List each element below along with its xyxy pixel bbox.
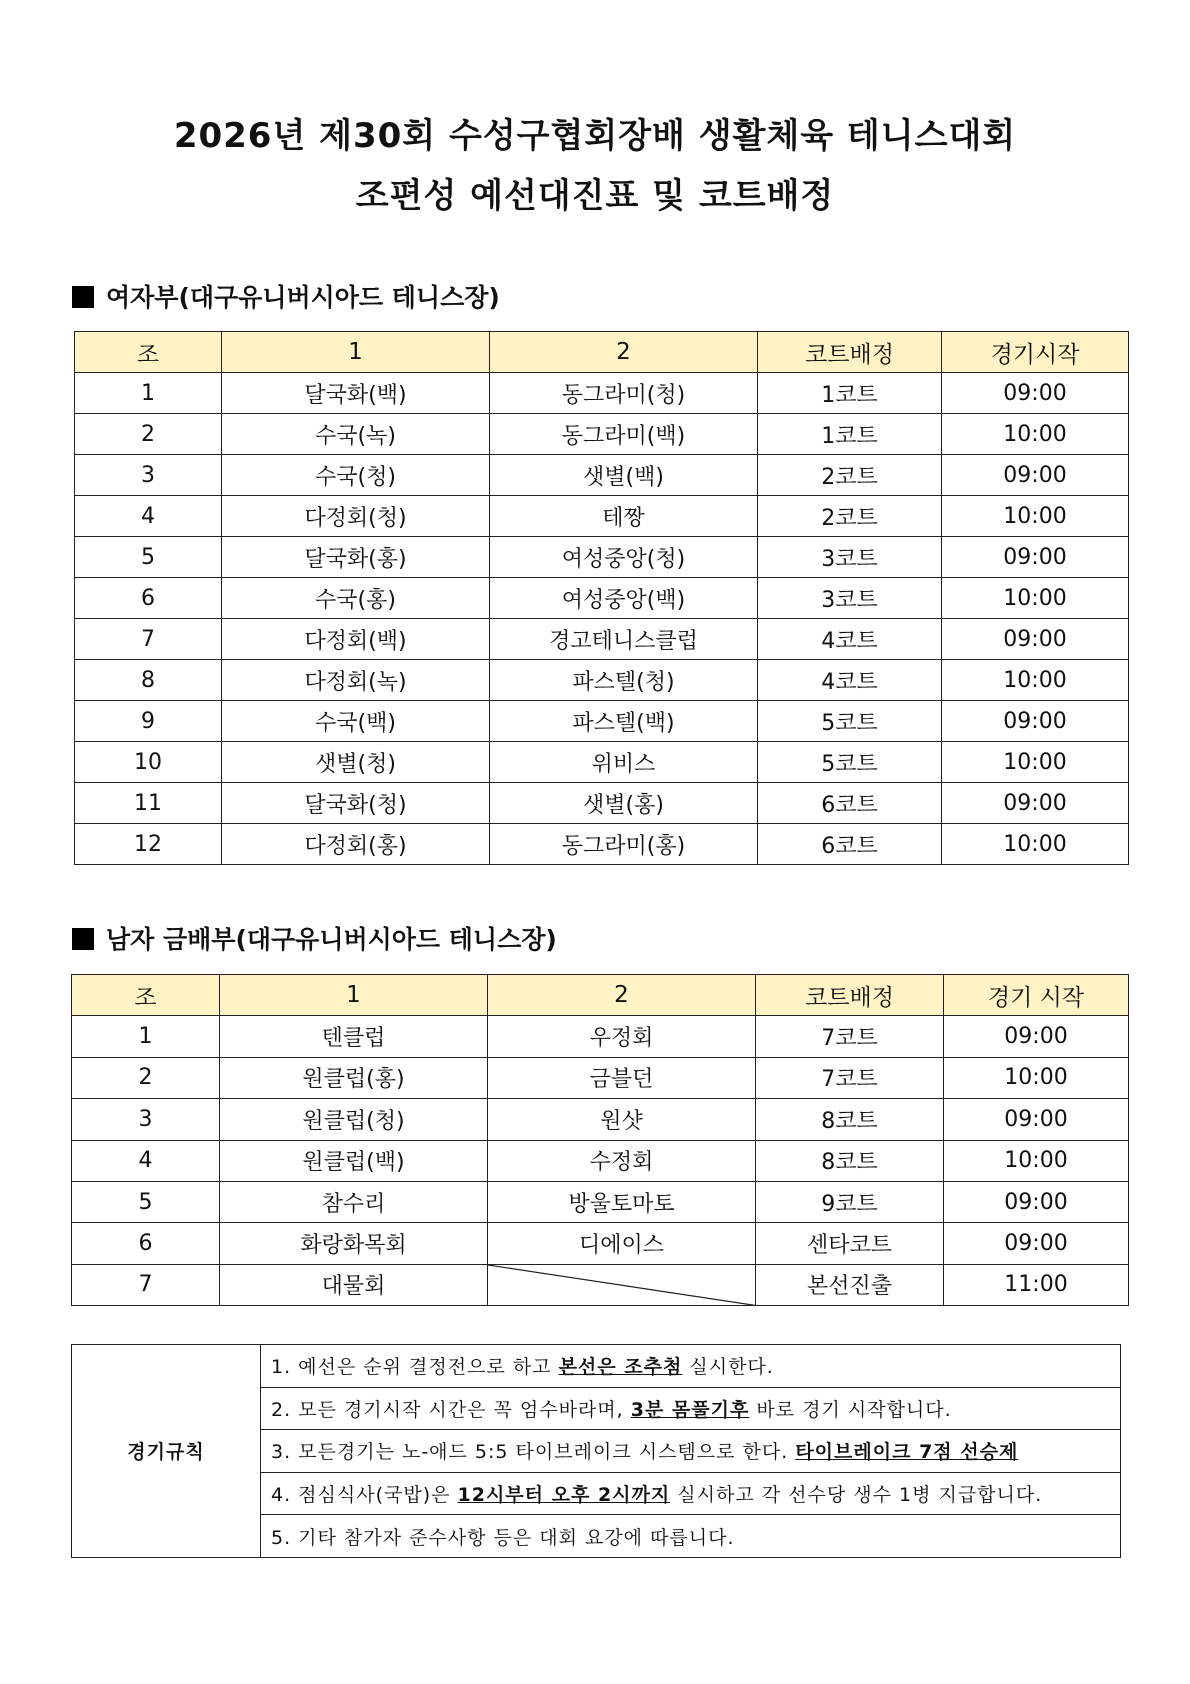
table-row: [72, 1223, 1129, 1264]
rule-text-plain: 4. 점심식사(국밥)은: [271, 1484, 458, 1507]
rule-text-emphasis: 본선은 조추첨: [558, 1356, 683, 1379]
cell-court: 7코트: [756, 1057, 944, 1098]
cell-start-time: 10:00: [942, 660, 1129, 701]
cell-team2: 동그라미(청): [490, 373, 758, 414]
cell-team1: 달국화(백): [222, 373, 490, 414]
cell-group: 12: [75, 824, 222, 865]
cell-court: 본선진출: [756, 1264, 944, 1305]
cell-court: 7코트: [756, 1016, 944, 1057]
cell-court: 5코트: [758, 701, 942, 742]
rule-text-plain: 3. 모든경기는 노-애드 5:5 타이브레이크 시스템으로 한다.: [271, 1441, 796, 1464]
men-section-heading: [72, 920, 557, 956]
cell-start-time: 09:00: [942, 701, 1129, 742]
cell-start-time: 11:00: [944, 1264, 1129, 1305]
cell-team2: 샛별(백): [490, 455, 758, 496]
table-row: [75, 578, 1129, 619]
rule-text-plain: 실시한다.: [682, 1356, 774, 1379]
rule-text-plain: 바로 경기 시작합니다.: [749, 1398, 952, 1421]
cell-court: 8코트: [756, 1140, 944, 1181]
cell-court: 1코트: [758, 373, 942, 414]
column-header-start-time: 경기 시작: [944, 975, 1129, 1016]
cell-court: 2코트: [758, 496, 942, 537]
table-row: [72, 1181, 1129, 1222]
cell-start-time: 09:00: [942, 455, 1129, 496]
cell-group: 6: [72, 1223, 220, 1264]
cell-court: 4코트: [758, 660, 942, 701]
cell-group: 8: [75, 660, 222, 701]
cell-start-time: 09:00: [944, 1099, 1129, 1140]
cell-start-time: 09:00: [942, 373, 1129, 414]
cell-start-time: 10:00: [944, 1057, 1129, 1098]
cell-team2: 파스텔(청): [490, 660, 758, 701]
table-row: [72, 1140, 1129, 1181]
column-header-court: 코트배정: [756, 975, 944, 1016]
cell-group: 7: [72, 1264, 220, 1305]
cell-group: 2: [75, 414, 222, 455]
cell-group: 4: [72, 1140, 220, 1181]
cell-court: 3코트: [758, 578, 942, 619]
cell-team1: 화랑화목회: [220, 1223, 488, 1264]
page-subtitle: 조편성 예선대진표 및 코트배정: [355, 176, 835, 216]
cell-group: 3: [75, 455, 222, 496]
rule-text: [261, 1472, 1121, 1515]
women-bracket-table: [74, 331, 1129, 865]
cell-team1: 샛별(청): [222, 742, 490, 783]
rule-text-plain: 실시하고 각 선수당 생수 1병 지급합니다.: [670, 1484, 1043, 1507]
men-bracket-table: [71, 974, 1129, 1306]
cell-team1: 달국화(청): [222, 783, 490, 824]
column-header-team2: 2: [488, 975, 756, 1016]
cell-team2: 파스텔(백): [490, 701, 758, 742]
cell-court: 6코트: [758, 824, 942, 865]
empty-slash-cell: [488, 1264, 756, 1305]
women-section-heading: [72, 278, 500, 314]
cell-team1: 참수리: [220, 1181, 488, 1222]
cell-start-time: 10:00: [942, 414, 1129, 455]
cell-team1: 다정회(홍): [222, 824, 490, 865]
match-rules-table: [71, 1344, 1121, 1558]
cell-team2: 경고테니스클럽: [490, 619, 758, 660]
cell-start-time: 09:00: [944, 1181, 1129, 1222]
cell-court: 2코트: [758, 455, 942, 496]
rules-label: 경기규칙: [72, 1345, 261, 1558]
column-header-team1: 1: [220, 975, 488, 1016]
cell-start-time: 09:00: [944, 1016, 1129, 1057]
cell-court: 센타코트: [756, 1223, 944, 1264]
cell-team1: 수국(백): [222, 701, 490, 742]
table-row: [75, 537, 1129, 578]
square-bullet-icon: [72, 286, 94, 308]
rule-row: [72, 1345, 1121, 1388]
cell-team2: 금블던: [488, 1057, 756, 1098]
rule-text: [261, 1515, 1121, 1558]
women-header-row: [75, 332, 1129, 373]
cell-group: 7: [75, 619, 222, 660]
table-row: [75, 373, 1129, 414]
table-row: [75, 455, 1129, 496]
cell-group: 1: [72, 1016, 220, 1057]
rule-text-emphasis: 3분 몸풀기후: [630, 1398, 750, 1421]
table-row: [75, 824, 1129, 865]
cell-team1: 다정회(청): [222, 496, 490, 537]
table-row: [75, 783, 1129, 824]
cell-team1: 대물회: [220, 1264, 488, 1305]
cell-team2: 우정회: [488, 1016, 756, 1057]
column-header-court: 코트배정: [758, 332, 942, 373]
table-row: [75, 619, 1129, 660]
cell-start-time: 09:00: [944, 1223, 1129, 1264]
rule-text: [261, 1345, 1121, 1388]
cell-team1: 달국화(홍): [222, 537, 490, 578]
rule-text-plain: 5. 기타 참가자 준수사항 등은 대회 요강에 따릅니다.: [271, 1526, 735, 1549]
cell-group: 10: [75, 742, 222, 783]
cell-group: 6: [75, 578, 222, 619]
cell-team2: 여성중앙(청): [490, 537, 758, 578]
table-row: [72, 1016, 1129, 1057]
cell-start-time: 09:00: [942, 537, 1129, 578]
cell-team2: 동그라미(백): [490, 414, 758, 455]
cell-team2: 방울토마토: [488, 1181, 756, 1222]
column-header-team1: 1: [222, 332, 490, 373]
page-title: 2026년 제30회 수성구협회장배 생활체육 테니스대회: [173, 116, 1017, 156]
table-row: [72, 1057, 1129, 1098]
cell-team2: 디에이스: [488, 1223, 756, 1264]
cell-team2: 샛별(홍): [490, 783, 758, 824]
column-header-start-time: 경기시작: [942, 332, 1129, 373]
cell-start-time: 09:00: [942, 783, 1129, 824]
rule-text-emphasis: 12시부터 오후 2시까지: [457, 1484, 671, 1507]
cell-court: 3코트: [758, 537, 942, 578]
table-row: [75, 660, 1129, 701]
cell-team1: 원클럽(홍): [220, 1057, 488, 1098]
table-row: [72, 1264, 1129, 1305]
men-header-row: [72, 975, 1129, 1016]
rule-text-plain: 2. 모든 경기시작 시간은 꼭 엄수바라며,: [271, 1398, 631, 1421]
cell-team2: 원샷: [488, 1099, 756, 1140]
cell-team2: 수정회: [488, 1140, 756, 1181]
cell-court: 8코트: [756, 1099, 944, 1140]
cell-team1: 텐클럽: [220, 1016, 488, 1057]
table-row: [75, 701, 1129, 742]
cell-group: 5: [75, 537, 222, 578]
rule-text-emphasis: 타이브레이크 7점 선승제: [795, 1441, 1019, 1464]
cell-group: 9: [75, 701, 222, 742]
women-heading-text: 여자부(대구유니버시아드 테니스장): [106, 283, 500, 312]
cell-start-time: 10:00: [942, 742, 1129, 783]
cell-group: 3: [72, 1099, 220, 1140]
cell-team2: 위비스: [490, 742, 758, 783]
cell-team1: 원클럽(청): [220, 1099, 488, 1140]
cell-court: 5코트: [758, 742, 942, 783]
cell-court: 9코트: [756, 1181, 944, 1222]
table-row: [75, 496, 1129, 537]
cell-team1: 원클럽(백): [220, 1140, 488, 1181]
cell-start-time: 10:00: [942, 496, 1129, 537]
cell-group: 1: [75, 373, 222, 414]
cell-group: 4: [75, 496, 222, 537]
cell-start-time: 10:00: [942, 578, 1129, 619]
cell-team1: 다정회(녹): [222, 660, 490, 701]
cell-start-time: 10:00: [942, 824, 1129, 865]
square-bullet-icon: [72, 928, 94, 950]
cell-court: 4코트: [758, 619, 942, 660]
table-row: [75, 742, 1129, 783]
cell-team1: 다정회(백): [222, 619, 490, 660]
cell-team1: 수국(청): [222, 455, 490, 496]
cell-start-time: 09:00: [942, 619, 1129, 660]
rule-text: [261, 1430, 1121, 1473]
column-header-group: 조: [75, 332, 222, 373]
cell-team2: 여성중앙(백): [490, 578, 758, 619]
cell-group: 11: [75, 783, 222, 824]
rule-text-plain: 1. 예선은 순위 결정전으로 하고: [271, 1356, 559, 1379]
table-row: [72, 1099, 1129, 1140]
cell-court: 6코트: [758, 783, 942, 824]
rule-text: [261, 1387, 1121, 1430]
cell-team1: 수국(홍): [222, 578, 490, 619]
table-row: [75, 414, 1129, 455]
cell-team1: 수국(녹): [222, 414, 490, 455]
cell-court: 1코트: [758, 414, 942, 455]
column-header-group: 조: [72, 975, 220, 1016]
cell-team2: 테짱: [490, 496, 758, 537]
cell-group: 2: [72, 1057, 220, 1098]
cell-team2: 동그라미(홍): [490, 824, 758, 865]
cell-group: 5: [72, 1181, 220, 1222]
column-header-team2: 2: [490, 332, 758, 373]
cell-start-time: 10:00: [944, 1140, 1129, 1181]
men-heading-text: 남자 금배부(대구유니버시아드 테니스장): [106, 925, 557, 954]
